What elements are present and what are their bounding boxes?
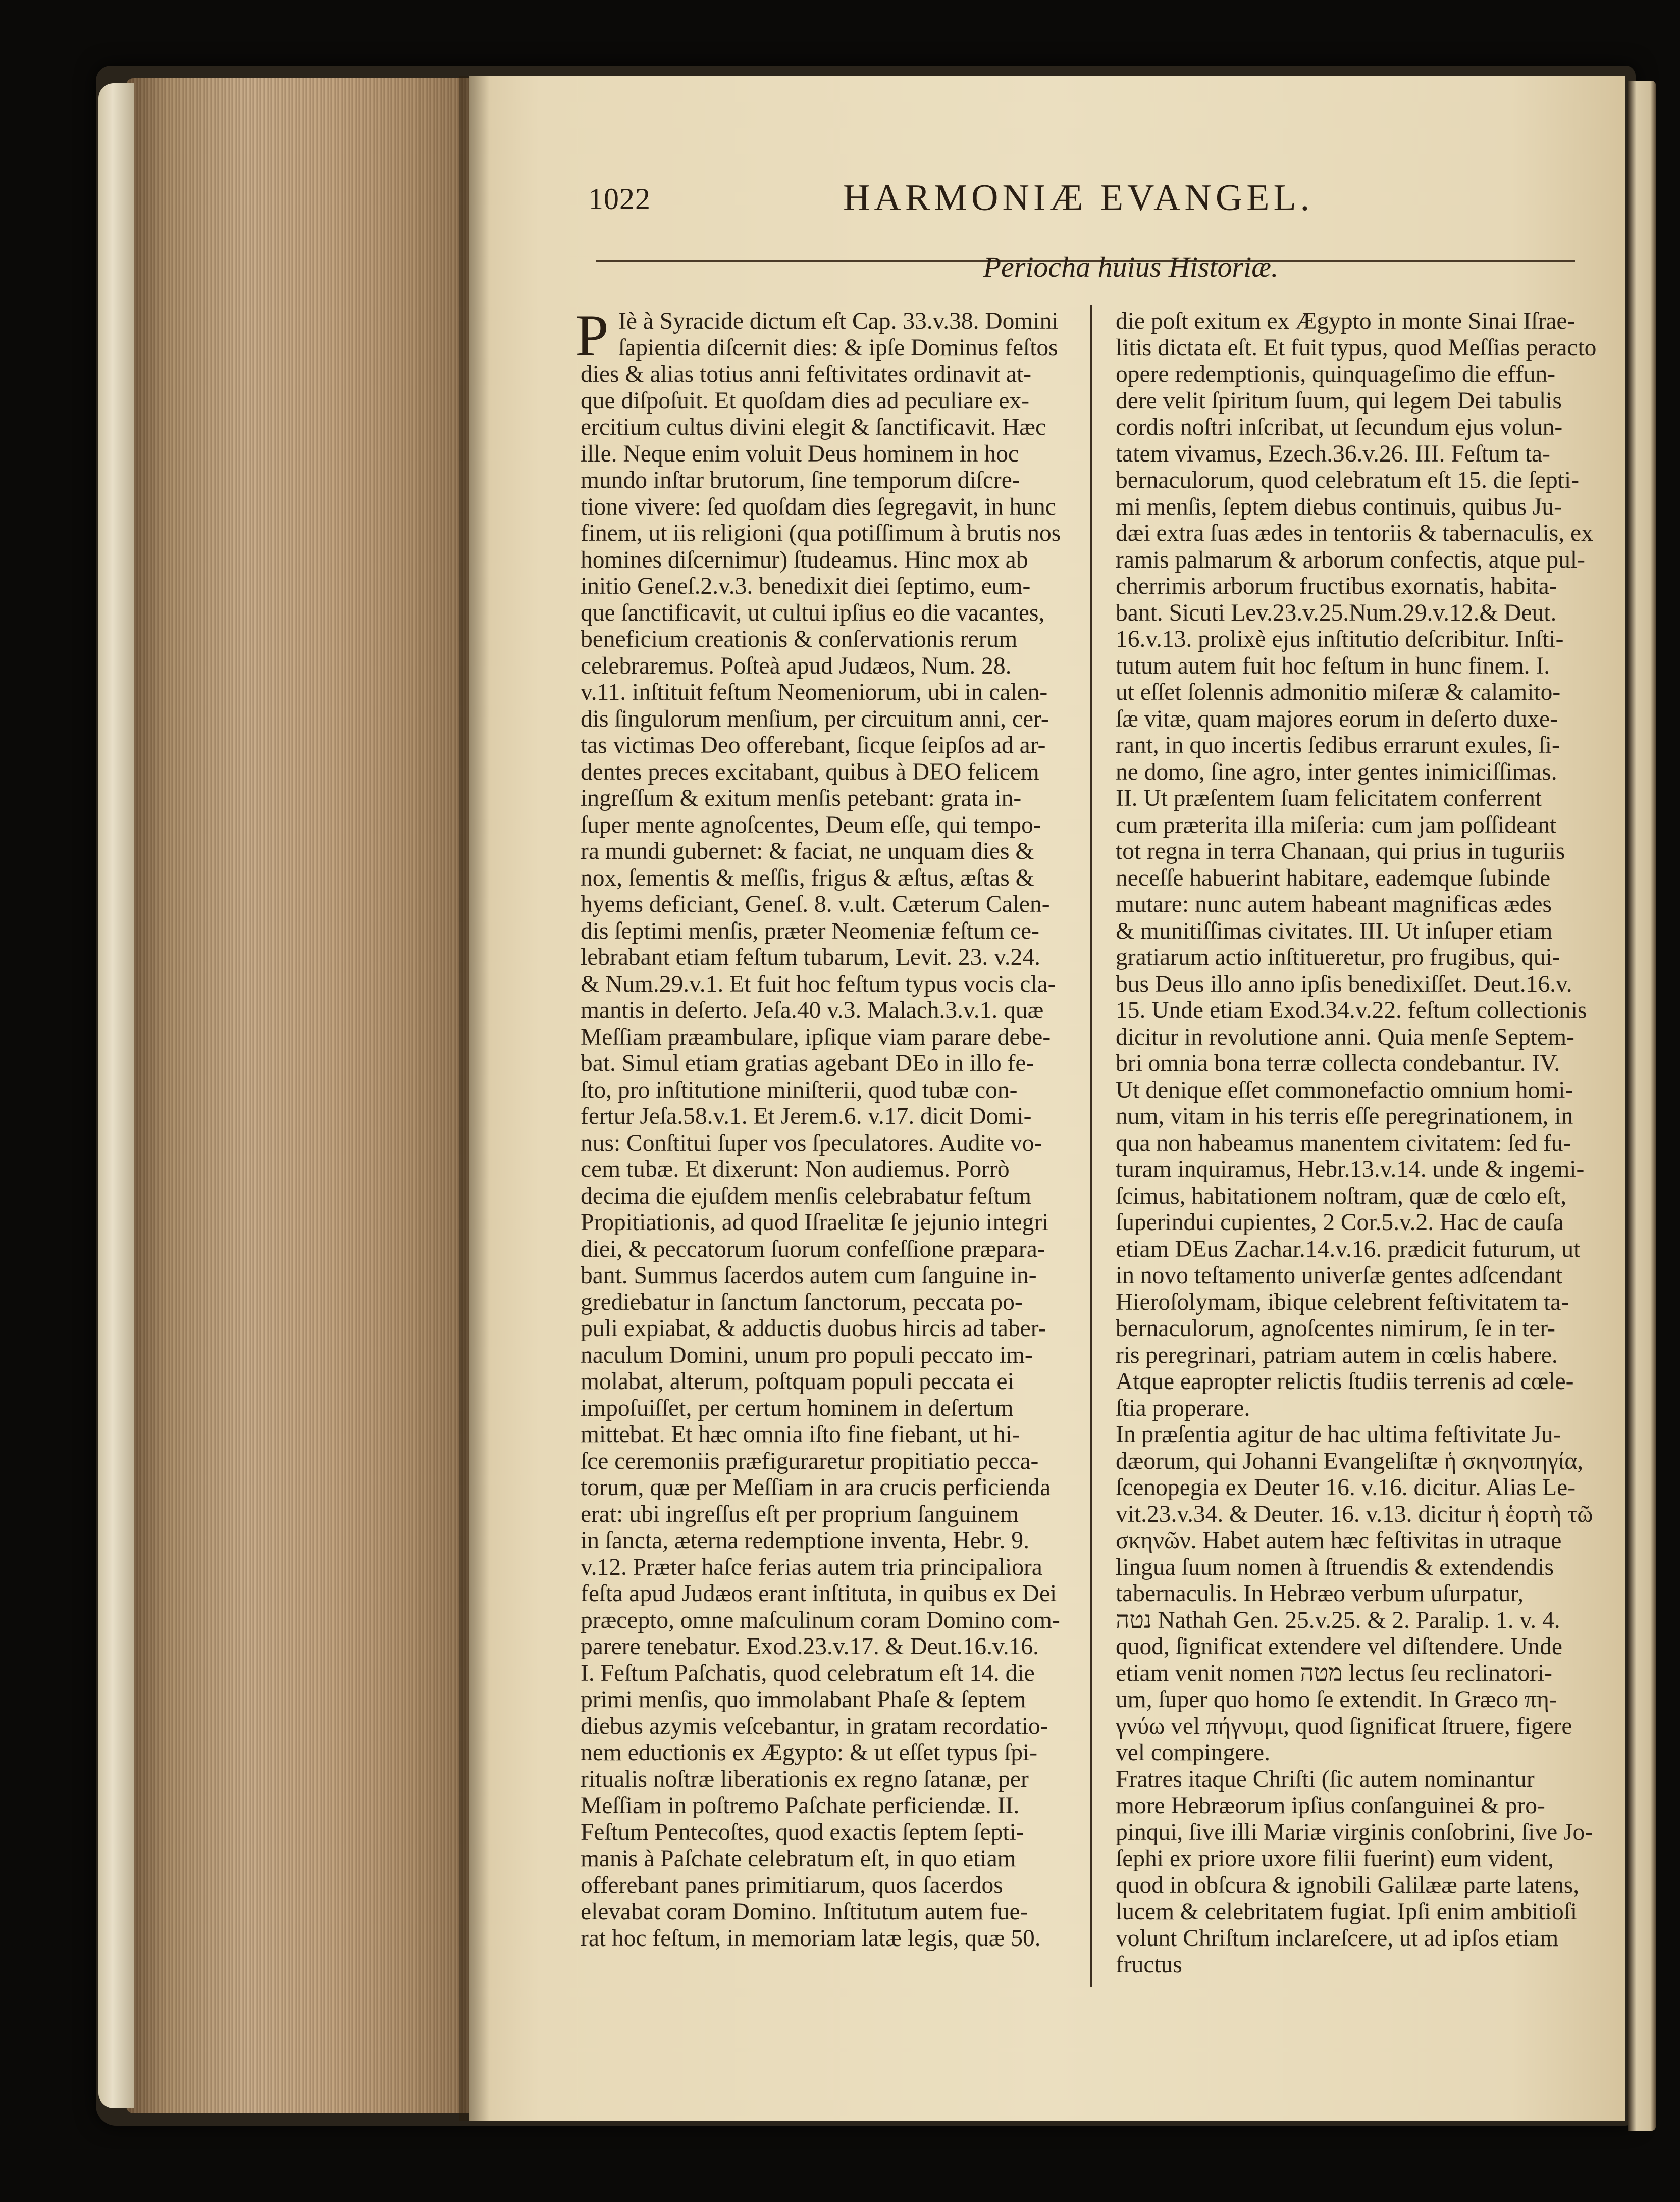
text-line: In præſentia agitur de hac ultima feſtivitate Ju- xyxy=(1116,1421,1561,1448)
text-line: opere redemptionis, quinquageſimo die effun- xyxy=(1116,361,1556,387)
text-line: v.11. inſtituit feſtum Neomeniorum, ubi in calen- xyxy=(581,679,1048,705)
text-line: naculum Domini, unum pro populi peccato im- xyxy=(581,1342,1033,1368)
text-line: σκηνῶν. Habet autem hæc feſtivitas in utraque xyxy=(1116,1527,1562,1554)
text-line: ſephi ex priore uxore filii fuerint) eum vident, xyxy=(1116,1846,1554,1872)
running-head xyxy=(581,167,1540,222)
text-line: celebraremus. Poſteà apud Judæos, Num. 28. xyxy=(581,652,1012,679)
text-line: molabat, alterum, poſtquam populi peccata ei xyxy=(581,1368,1014,1395)
text-line: homines diſcernimur) ſtudeamus. Hinc mox ab xyxy=(581,546,1028,573)
text-line: & Num.29.v.1. Et fuit hoc feſtum typus vocis cla- xyxy=(581,970,1056,997)
text-line: cem tubæ. Et dixerunt: Non audiemus. Porrò xyxy=(581,1156,1010,1183)
text-line: que ſanctificavit, ut cultui ipſius eo die vacantes, xyxy=(581,599,1045,626)
text-line: lebrabant etiam feſtum tubarum, Levit. 23. v.24. xyxy=(581,944,1041,970)
text-line: lucem & celebritatem fugiat. Ipſi enim ambitioſi xyxy=(1116,1899,1578,1925)
text-line: beneficium creationis & conſervationis rerum xyxy=(581,626,1018,652)
text-line: Propitiationis, ad quod Iſraelitæ ſe jejunio integri xyxy=(581,1209,1049,1236)
column-divider xyxy=(1090,305,1092,1987)
text-line: quod, ſignificat extendere vel diſtendere. Unde xyxy=(1116,1633,1563,1660)
text-line: ne domo, ſine agro, inter gentes inimiciſſimas. xyxy=(1116,758,1557,785)
page-fore-edge xyxy=(126,78,469,2113)
text-line: Meſſiam in poſtremo Paſchate perficiendæ. II. xyxy=(581,1793,1020,1819)
text-line: ſuperindui cupientes, 2 Cor.5.v.2. Hac de cauſa xyxy=(1116,1209,1564,1236)
text-line: litis dictata eſt. Et fuit typus, quod Meſſias peracto xyxy=(1116,334,1597,361)
text-line: ſæ vitæ, quam majores eorum in deſerto duxe- xyxy=(1116,705,1558,732)
text-line: qua non habeamus manentem civitatem: ſed fu- xyxy=(1116,1130,1571,1156)
text-line: bus Deus illo anno ipſis benedixiſſet. Deut.16.v. xyxy=(1116,970,1572,997)
text-line: tatem vivamus, Ezech.36.v.26. III. Feſtum ta- xyxy=(1116,440,1550,467)
text-line: ut eſſet ſolennis admonitio miſeræ & calamito- xyxy=(1116,679,1561,705)
text-line: elevabat coram Domino. Inſtitutum autem fue- xyxy=(581,1899,1028,1925)
text-line: que diſpoſuit. Et quoſdam dies ad peculiare ex- xyxy=(581,387,1030,414)
text-line: dicitur in revolutione anni. Quia menſe Septem- xyxy=(1116,1023,1574,1050)
text-line: tabernaculis. In Hebræo verbum uſurpatur, xyxy=(1116,1580,1524,1607)
page-number: 1022 xyxy=(588,182,651,216)
text-line: præcepto, omne maſculinum coram Domino com- xyxy=(581,1607,1060,1633)
running-title: HARMONIÆ EVANGEL. xyxy=(843,177,1314,219)
text-line: rat hoc feſtum, in memoriam latæ legis, quæ 50. xyxy=(581,1925,1041,1952)
text-line: mittebat. Et hæc omnia iſto fine fiebant, ut hi- xyxy=(581,1421,1020,1448)
text-line: ris peregrinari, patriam autem in cœlis habere. xyxy=(1116,1342,1558,1368)
text-line: vel compingere. xyxy=(1116,1739,1270,1766)
text-line: nox, ſementis & meſſis, frigus & æſtus, æſtas & xyxy=(581,864,1034,891)
text-line: bant. Summus ſacerdos autem cum ſanguine in- xyxy=(581,1262,1037,1289)
text-line: tas victimas Deo offerebant, ſicque ſeipſos ad ar- xyxy=(581,732,1046,758)
text-line: impoſuiſſet, per certum hominem in deſertum xyxy=(581,1395,1014,1421)
text-line: cherrimis arborum fructibus exornatis, habita- xyxy=(1116,573,1557,599)
text-line: lingua ſuum nomen à ſtruendis & extendendis xyxy=(1116,1554,1554,1580)
text-line: grediebatur in ſanctum ſanctorum, peccata po- xyxy=(581,1289,1023,1315)
text-line: feſta apud Judæos erant inſtituta, in quibus ex Dei xyxy=(581,1580,1057,1607)
text-line: rant, in quo incertis ſedibus errarunt exules, ſi- xyxy=(1116,732,1560,758)
text-line: cum præterita illa miſeria: cum jam poſſideant xyxy=(1116,811,1557,838)
text-line: Hieroſolymam, ibique celebrent feſtivitatem ta- xyxy=(1116,1289,1569,1315)
text-line: turam inquiramus, Hebr.13.v.14. unde & ingemi- xyxy=(1116,1156,1585,1183)
text-line: quod in obſcura & ignobili Galilææ parte latens, xyxy=(1116,1872,1580,1899)
text-line: num, vitam in his terris eſſe peregrinationem, in xyxy=(1116,1103,1573,1130)
text-line: Fratres itaque Chriſti (ſic autem nominantur xyxy=(1116,1766,1535,1793)
text-line: um, ſuper quo homo ſe extendit. In Græco πη- xyxy=(1116,1686,1557,1713)
vellum-cover-edge xyxy=(98,83,134,2108)
text-line: finem, ut iis religioni (qua potiſſimum à brutis nos xyxy=(581,520,1061,546)
text-line: I. Feſtum Paſchatis, quod celebratum eſt 14. die xyxy=(581,1660,1035,1686)
text-line: dis ſeptimi menſis, præter Neomeniæ feſtum ce- xyxy=(581,917,1039,944)
text-line: bri omnia bona terræ collecta condebantur. IV. xyxy=(1116,1050,1560,1077)
text-line: volunt Chriſtum inclareſcere, ut ad ipſos etiam xyxy=(1116,1925,1559,1952)
text-line: parere tenebatur. Exod.23.v.17. & Deut.16.v.16. xyxy=(581,1633,1039,1660)
text-line: ſcenopegia ex Deuter 16. v.16. dicitur. Alias Le- xyxy=(1116,1474,1576,1501)
text-line: bat. Simul etiam gratias agebant DEo in illo fe- xyxy=(581,1050,1034,1077)
text-line: mundo inſtar brutorum, ſine temporum diſcre- xyxy=(581,467,1020,493)
text-line: ſce ceremoniis præfiguraretur propitiatio pecca- xyxy=(581,1448,1039,1474)
text-line: manis à Paſchate celebratum eſt, in quo etiam xyxy=(581,1846,1016,1872)
facing-page-edge xyxy=(1628,81,1656,2131)
text-line: bernaculorum, agnoſcentes nimirum, ſe in ter- xyxy=(1116,1315,1555,1342)
text-line: Ut denique eſſet commonefactio omnium homi- xyxy=(1116,1077,1573,1103)
text-line: dere velit ſpiritum ſuum, qui legem Dei tabulis xyxy=(1116,387,1562,414)
text-line: more Hebræorum ipſius conſanguinei & pro- xyxy=(1116,1793,1545,1819)
right-column xyxy=(1116,308,1615,1978)
text-line: 16.v.13. prolixè ejus inſtitutio deſcribitur. Inſti- xyxy=(1116,626,1564,652)
text-line: dies & alias totius anni feſtivitates ordinavit at- xyxy=(581,361,1032,387)
text-line: tot regna in terra Chanaan, qui prius in tuguriis xyxy=(1116,838,1565,864)
section-title: Periocha huius Historiæ. xyxy=(983,250,1279,283)
text-line: erat: ubi ingreſſus eſt per proprium ſanguinem xyxy=(581,1501,1019,1527)
text-line: vit.23.v.34. & Deuter. 16. v.13. dicitur ἡ ἑορτὴ τῶ xyxy=(1116,1501,1593,1527)
text-line: in novo teſtamento univerſæ gentes adſcendant xyxy=(1116,1262,1563,1289)
text-line: nus: Conſtitui ſuper vos ſpeculatores. Audite vo- xyxy=(581,1130,1042,1156)
text-line: ingreſſum & exitum menſis petebant: grata in- xyxy=(581,785,1022,811)
text-line: nem eductionis ex Ægypto: & ut eſſet typus ſpi- xyxy=(581,1739,1038,1766)
text-line: pinqui, ſive illi Mariæ virginis conſobrini, ſive Jo- xyxy=(1116,1819,1593,1846)
text-line: ſto, pro inſtitutione miniſterii, quod tubæ con- xyxy=(581,1077,1018,1103)
text-line: נטה Nathah Gen. 25.v.25. & 2. Paralip. 1. v. 4. xyxy=(1116,1607,1560,1633)
text-line: tutum autem fuit hoc feſtum in hunc finem. I. xyxy=(1116,652,1550,679)
text-line: puli expiabat, & adductis duobus hircis ad taber- xyxy=(581,1315,1046,1342)
text-line: mutare: nunc autem habeant magnificas ædes xyxy=(1116,891,1552,917)
text-line: Iè à Syracide dictum eſt Cap. 33.v.38. Domini xyxy=(618,308,1059,334)
text-line: ſcimus, habitationem noſtram, quæ de cœlo eſt, xyxy=(1116,1183,1567,1209)
text-line: mi menſis, ſeptem diebus continuis, quibus Ju- xyxy=(1116,493,1562,520)
text-line: ſuper mente agnoſcentes, Deum eſſe, qui tempo- xyxy=(581,811,1041,838)
text-line: offerebant panes primitiarum, quos ſacerdos xyxy=(581,1872,1003,1899)
text-line: decima die ejuſdem menſis celebrabatur feſtum xyxy=(581,1183,1031,1209)
text-line: ercitium cultus divini elegit & ſanctificavit. Hæc xyxy=(581,414,1046,440)
text-line: etiam DEus Zachar.14.v.16. prædicit futurum, ut xyxy=(1116,1236,1581,1262)
text-line: Meſſiam præambulare, ipſique viam parare debe- xyxy=(581,1023,1051,1050)
left-column xyxy=(581,308,1065,1952)
text-line: mantis in deſerto. Jeſa.40 v.3. Malach.3.v.1. quæ xyxy=(581,997,1044,1023)
text-line: & munitiſſimas civitates. III. Ut inſuper etiam xyxy=(1116,917,1553,944)
text-line: dæorum, qui Johanni Evangeliſtæ ἡ σκηνοπηγία, xyxy=(1116,1448,1584,1474)
text-line: tione vivere: ſed quoſdam dies ſegregavit, in hunc xyxy=(581,493,1056,520)
text-line: fertur Jeſa.58.v.1. Et Jerem.6. v.17. dicit Domi- xyxy=(581,1103,1032,1130)
text-line: initio Geneſ.2.v.3. benedixit diei ſeptimo, eum- xyxy=(581,573,1031,599)
text-line: torum, quæ per Meſſiam in ara crucis perficienda xyxy=(581,1474,1051,1501)
text-line: dentes preces excitabant, quibus à DEO felicem xyxy=(581,758,1039,785)
drop-cap: P xyxy=(575,302,609,369)
text-line: hyems deficiant, Geneſ. 8. v.ult. Cæterum Calen- xyxy=(581,891,1050,917)
text-line: v.12. Præter haſce ferias autem tria principaliora xyxy=(581,1554,1042,1580)
text-line: cordis noſtri inſcribat, ut ſecundum ejus volun- xyxy=(1116,414,1563,440)
text-line: Atque eapropter relictis ſtudiis terrenis ad cœle- xyxy=(1116,1368,1574,1395)
text-line: ille. Neque enim voluit Deus hominem in hoc xyxy=(581,440,1019,467)
text-line: in ſancta, æterna redemptione inventa, Hebr. 9. xyxy=(581,1527,1030,1554)
text-line: etiam venit nomen מטה lectus ſeu reclinatori- xyxy=(1116,1660,1553,1686)
text-line: II. Ut præſentem ſuam felicitatem conferrent xyxy=(1116,785,1542,811)
text-line: ſapientia diſcernit dies: & ipſe Dominus feſtos xyxy=(618,334,1058,361)
text-line: ra mundi gubernet: & faciat, ne unquam dies & xyxy=(581,838,1034,864)
text-line: ramis palmarum & arborum confectis, atque pul- xyxy=(1116,546,1585,573)
text-line: bernaculorum, quod celebratum eſt 15. die ſepti- xyxy=(1116,467,1580,493)
text-line: die poſt exitum ex Ægypto in monte Sinai Iſrae- xyxy=(1116,308,1576,334)
text-line: γνύω vel πήγνυμι, quod ſignificat ſtruere, figere xyxy=(1116,1713,1572,1739)
text-line: 15. Unde etiam Exod.34.v.22. feſtum collectionis xyxy=(1116,997,1587,1023)
text-line: fructus xyxy=(1116,1952,1182,1978)
gutter-shadow xyxy=(459,76,490,2121)
text-line: gratiarum actio inſtitueretur, pro frugibus, qui- xyxy=(1116,944,1560,970)
text-line: ſtia properare. xyxy=(1116,1395,1250,1421)
text-line: ritualis noſtræ liberationis ex regno ſatanæ, per xyxy=(581,1766,1029,1793)
text-line: dis ſingulorum menſium, per circuitum anni, cer- xyxy=(581,705,1049,732)
text-line: dæi extra ſuas ædes in tentoriis & tabernaculis, ex xyxy=(1116,520,1593,546)
text-line: diei, & peccatorum ſuorum confeſſione præpara- xyxy=(581,1236,1045,1262)
text-line: neceſſe habuerint habitare, eademque ſubinde xyxy=(1116,864,1551,891)
text-line: primi menſis, quo immolabant Phaſe & ſeptem xyxy=(581,1686,1026,1713)
text-line: diebus azymis veſcebantur, in gratam recordatio- xyxy=(581,1713,1048,1739)
text-line: bant. Sicuti Lev.23.v.25.Num.29.v.12.& Deut. xyxy=(1116,599,1557,626)
text-line: Feſtum Pentecoſtes, quod exactis ſeptem ſepti- xyxy=(581,1819,1024,1846)
